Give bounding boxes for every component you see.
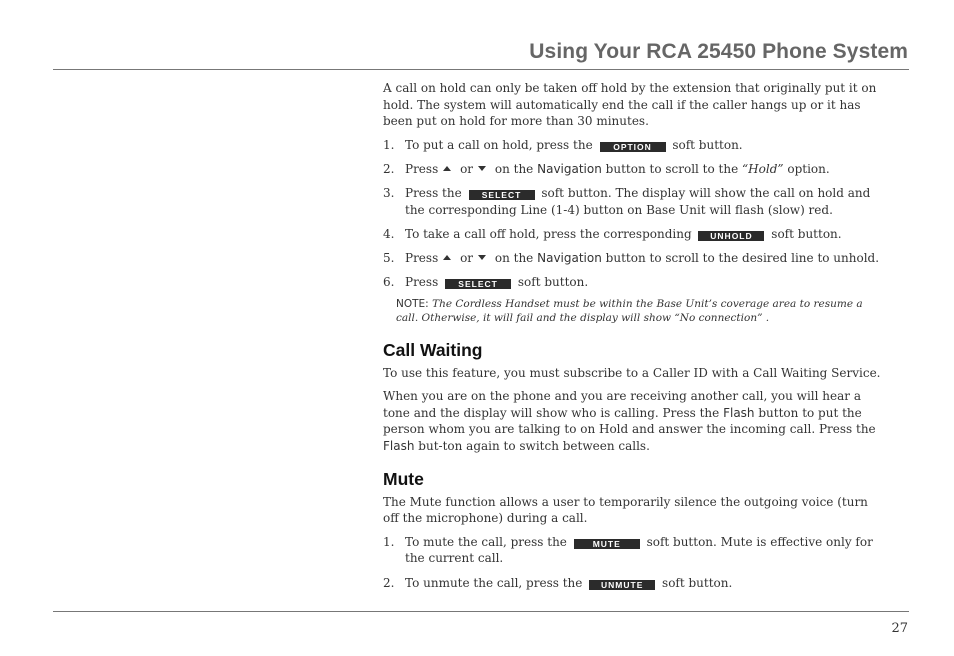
step-number: 1. (383, 137, 395, 152)
down-arrow-icon (478, 166, 486, 171)
paragraph-text: button to put the person whom you are talking to on Hold and answer the incoming call. Press the (383, 405, 876, 437)
step-text: on the (494, 161, 534, 176)
step-text: Press (405, 161, 439, 176)
step-text: To mute the call, press the (405, 534, 567, 549)
navigation-label: Navigation (537, 251, 602, 266)
hold-note (396, 297, 885, 326)
call-waiting-para-2 (383, 388, 885, 454)
step-text: Press the (405, 186, 462, 201)
step-text: soft button. The display will show the call on hold and the corresponding Line (1-4) button on Base Unit will flash (slow) red. (405, 186, 871, 217)
select-soft-button: SELECT (469, 190, 535, 200)
select-soft-button: SELECT (445, 279, 511, 289)
footer-rule (53, 611, 909, 612)
mute-intro: The Mute function allows a user to temporarily silence the outgoing voice (turn off the microphone) during a call. (383, 494, 868, 526)
step-text: Press (405, 251, 439, 266)
paragraph-text: When you are on the phone and you are receiving another call, you will hear a tone and the display will show who is calling. Press the (383, 389, 861, 420)
step-text: To take a call off hold, press the corresponding (405, 226, 692, 241)
mute-soft-button: MUTE (574, 539, 640, 549)
step-number: 3. (383, 186, 395, 201)
call-waiting-para-1: To use this feature, you must subscribe to a Caller ID with a Call Waiting Service. (383, 365, 881, 380)
step-text: To put a call on hold, press the (405, 137, 593, 152)
header-rule (53, 69, 909, 70)
call-waiting-heading: Call Waiting (383, 339, 483, 360)
step-text: soft button. (662, 575, 733, 590)
step-text: To unmute the call, press the (405, 575, 583, 590)
list-item (383, 534, 885, 567)
step-number: 5. (383, 251, 395, 266)
step-number: 4. (383, 226, 395, 241)
hold-intro: A call on hold can only be taken off hold by the extension that originally put it on hold. The system will automatically end the call if the caller hangs up or it has been put on hold for more than 30 minutes. (383, 81, 877, 129)
step-number: 1. (383, 534, 395, 549)
step-number: 6. (383, 275, 395, 290)
list-item (383, 226, 885, 243)
step-text: or (460, 161, 474, 176)
step-text: soft button. (517, 275, 589, 290)
step-number: 2. (383, 575, 395, 590)
list-item (383, 250, 885, 267)
note-text: The Cordless Handset must be within the Base Unit’s coverage area to resume a call. Otherwise, it will fail and the display will show “No connection” . (396, 297, 863, 325)
note-label: NOTE: (396, 297, 429, 310)
step-number: 2. (383, 161, 395, 176)
step-text: option. (787, 161, 830, 176)
list-item (383, 274, 885, 291)
list-item (383, 137, 885, 154)
hold-option-label: “Hold” (742, 161, 784, 176)
step-text: soft button. (672, 137, 743, 152)
step-text: soft button. (771, 226, 842, 241)
up-arrow-icon (443, 166, 451, 171)
navigation-label: Navigation (537, 161, 602, 176)
down-arrow-icon (478, 255, 486, 260)
page-title: Using Your RCA 25450 Phone System (529, 40, 908, 63)
list-item (383, 161, 885, 178)
mute-steps (383, 534, 885, 591)
page-number: 27 (891, 621, 908, 636)
mute-heading: Mute (383, 468, 424, 489)
flash-label: Flash (723, 405, 755, 420)
list-item (383, 185, 885, 218)
paragraph-text: but-ton again to switch between calls. (418, 439, 650, 454)
step-text: soft button. Mute is effective only for the current call. (405, 534, 873, 566)
unhold-soft-button: UNHOLD (698, 231, 764, 241)
flash-label: Flash (383, 439, 415, 454)
list-item (383, 575, 885, 592)
option-soft-button: OPTION (600, 142, 666, 152)
unmute-soft-button: UNMUTE (589, 580, 655, 590)
step-text: Press (405, 275, 439, 290)
step-text: or (460, 251, 474, 266)
main-content (383, 80, 885, 599)
step-text: button to scroll to the desired line to unhold. (605, 251, 880, 266)
hold-steps (383, 137, 885, 291)
step-text: on the (494, 251, 534, 266)
step-text: button to scroll to the (605, 161, 739, 176)
up-arrow-icon (443, 255, 451, 260)
